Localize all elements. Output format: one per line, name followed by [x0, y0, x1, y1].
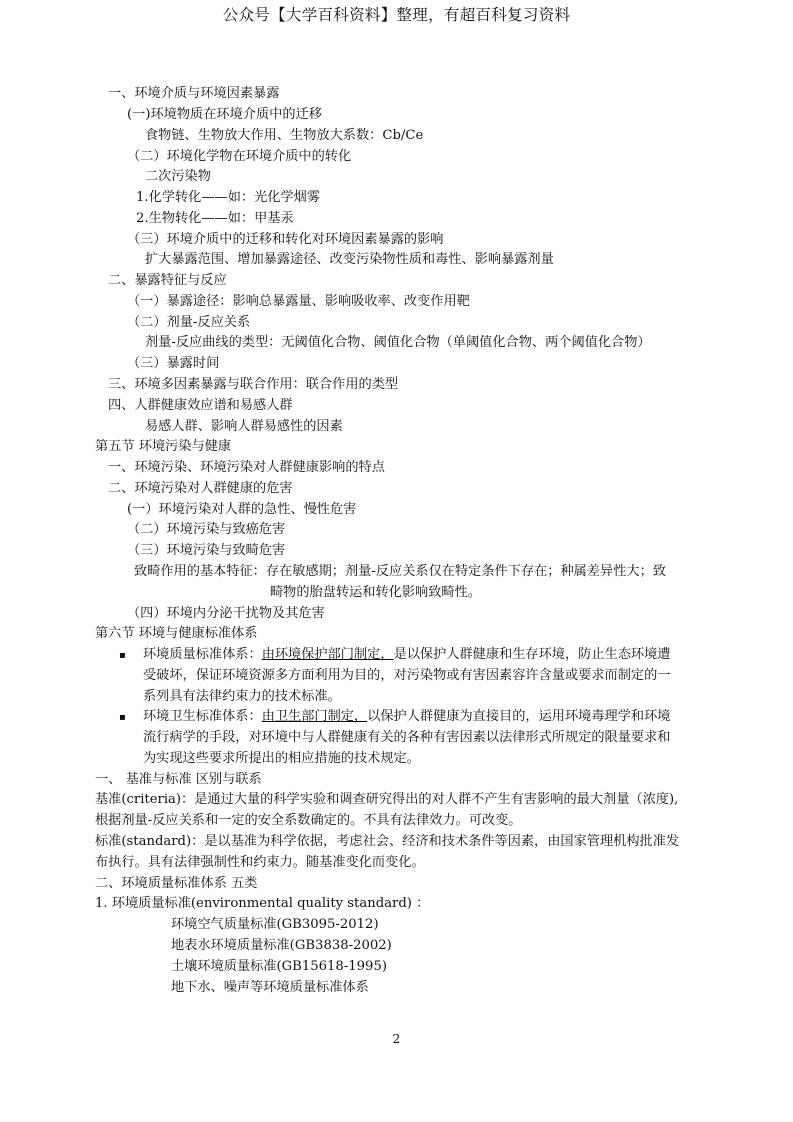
heading-1: 一、环境介质与环境因素暴露 — [108, 86, 280, 101]
bullet-label: 环境质量标准体系： — [143, 647, 262, 662]
body-text: 扩大暴露范围、增加暴露途径、改变污染物性质和毒性、影响暴露剂量 — [145, 252, 554, 267]
list-item: 土壤环境质量标准(GB15618-1995) — [171, 959, 387, 974]
subheading: （四）环境内分泌干扰物及其危害 — [127, 606, 325, 621]
heading-1: 二、环境质量标准体系 五类 — [95, 876, 258, 891]
body-text: 2.生物转化——如：甲基汞 — [136, 211, 294, 226]
body-text: 标准(standard)：是以基准为科学依据，考虑社会、经济和技术条件等因素，由国家管理机构批准发 — [95, 834, 680, 849]
body-text: 系列具有法律约束力的技术标准。 — [143, 689, 341, 704]
heading-1: 四、人群健康效应谱和易感人群 — [108, 398, 293, 413]
heading-1: 一、 基准与标准 区别与联系 — [95, 772, 262, 787]
subheading: (一）环境污染对人群的急性、慢性危害 — [127, 502, 357, 517]
body-text: 根据剂量-反应关系和一定的安全系数确定的。不具有法律效力。可改变。 — [95, 813, 522, 828]
bullet-paragraph — [143, 708, 671, 725]
body-text: 食物链、生物放大作用、生物放大系数：Cb/Ce — [145, 128, 424, 143]
page-header: 公众号【大学百科资料】整理，有超百科复习资料 — [222, 6, 571, 24]
underlined-text: 由卫生部门制定， — [261, 709, 368, 724]
subheading: （三）暴露时间 — [127, 356, 220, 371]
heading-1: 三、环境多因素暴露与联合作用：联合作用的类型 — [108, 377, 399, 392]
underlined-text: 由环境保护部门制定， — [261, 647, 394, 662]
body-text: 剂量-反应曲线的类型：无阈值化合物、阈值化合物（单阈值化合物、两个阈值化合物） — [145, 335, 651, 350]
page-number: 2 — [392, 1032, 401, 1046]
body-text: 1.化学转化——如：光化学烟雾 — [136, 190, 321, 205]
body-text: 畸物的胎盘转运和转化影响致畸性。 — [270, 585, 481, 600]
body-text: 受破坏，保证环境资源多方面利用为目的，对污染物或有害因素容许含量或要求而制定的一 — [143, 668, 671, 683]
body-text: 1. 环境质量标准(environmental quality standard) ： — [95, 896, 430, 911]
subheading: （二）环境污染与致癌危害 — [127, 522, 286, 537]
subheading: （二）剂量-反应关系 — [127, 315, 251, 330]
body-text: 布执行。具有法律强制性和约束力。随基准变化而变化。 — [95, 855, 425, 870]
list-item: 环境空气质量标准(GB3095-2012) — [171, 917, 379, 932]
body-text: 易感人群、影响人群易感性的因素 — [145, 419, 343, 434]
body-text: 基准(criteria)：是通过大量的科学实验和调查研究得出的对人群不产生有害影响的最大剂量（浓度), — [95, 792, 679, 807]
section-title: 第六节 环境与健康标准体系 — [95, 626, 258, 641]
bullet-text: 以保护人群健康为直接目的，运用环境毒理学和环境 — [367, 709, 671, 724]
bullet-text: 是以保护人群健康和生存环境，防止生态环境遭 — [393, 647, 671, 662]
body-text: 二次污染物 — [145, 169, 211, 184]
subheading: (一)环境物质在环境介质中的迁移 — [127, 107, 322, 122]
bullet-icon: ▪ — [119, 650, 126, 661]
subheading: （二）环境化学物在环境介质中的转化 — [127, 149, 352, 164]
bullet-icon: ▪ — [119, 712, 126, 723]
list-item: 地表水环境质量标准(GB3838-2002) — [171, 938, 392, 953]
subheading: （一）暴露途径：影响总暴露量、影响吸收率、改变作用靶 — [127, 294, 470, 309]
bullet-paragraph — [143, 646, 671, 663]
heading-1: 一、环境污染、环境污染对人群健康影响的特点 — [108, 460, 385, 475]
subheading: （三）环境污染与致畸危害 — [127, 543, 286, 558]
section-title: 第五节 环境污染与健康 — [95, 439, 232, 454]
list-item: 地下水、噪声等环境质量标准体系 — [171, 980, 369, 995]
heading-1: 二、暴露特征与反应 — [108, 273, 227, 288]
body-text: 流行病学的手段，对环境中与人群健康有关的各种有害因素以法律形式所规定的限量要求和 — [143, 730, 671, 745]
heading-1: 二、环境污染对人群健康的危害 — [108, 481, 293, 496]
body-text: 致畸作用的基本特征：存在敏感期；剂量-反应关系仅在特定条件下存在；种属差异性大；致 — [134, 564, 666, 579]
body-text: 为实现这些要求所提出的相应措施的技术规定。 — [143, 751, 420, 766]
subheading: （三）环境介质中的迁移和转化对环境因素暴露的影响 — [127, 232, 444, 247]
bullet-label: 环境卫生标准体系： — [143, 709, 262, 724]
